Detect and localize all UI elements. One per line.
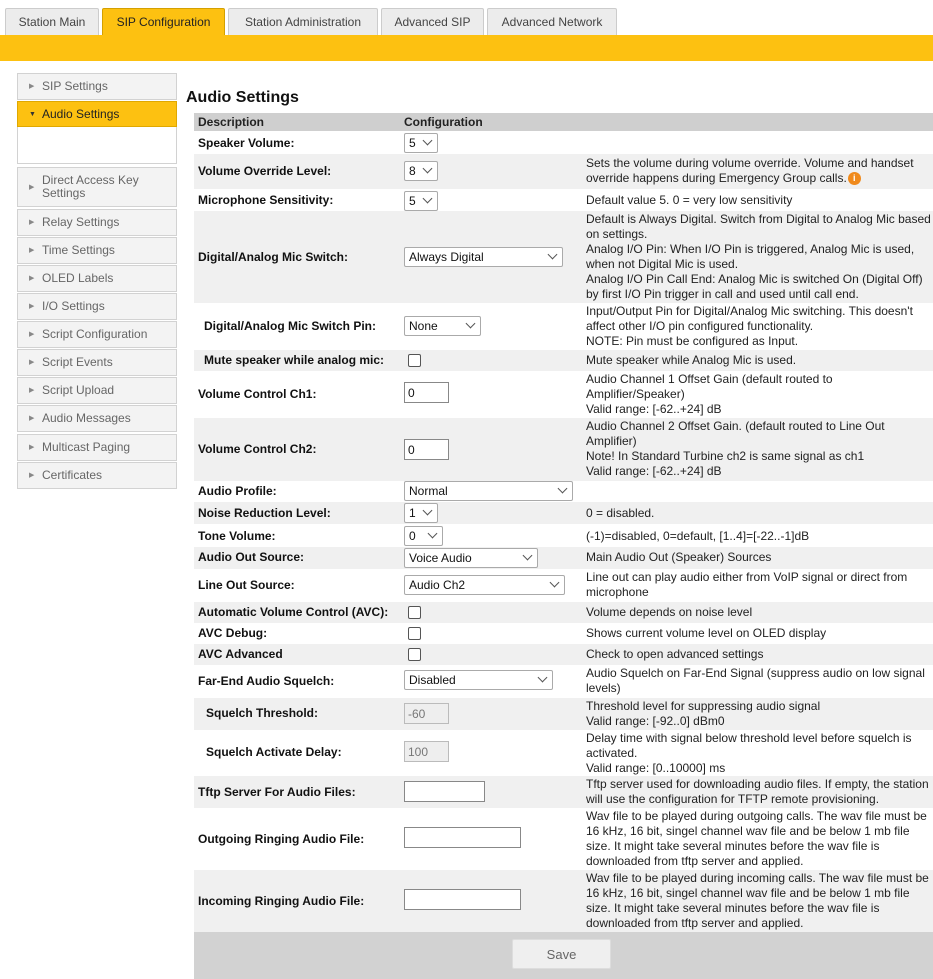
selected-value: None <box>409 319 438 333</box>
selected-value: 0 <box>409 529 416 543</box>
row-mic-switch-pin <box>194 303 933 350</box>
chevron-down-icon <box>423 164 433 174</box>
chevron-right-icon: ▶ <box>29 444 35 451</box>
mic-switch-pin-desc <box>586 304 931 349</box>
line-out-source-select[interactable] <box>404 575 565 595</box>
avc-advanced-checkbox[interactable] <box>408 648 421 661</box>
audio-out-source-select[interactable] <box>404 548 538 568</box>
tab-station-administration[interactable]: Station Administration <box>228 8 378 35</box>
accent-bar <box>0 35 933 61</box>
sidebar-item-audio-settings[interactable] <box>17 101 177 127</box>
squelch-delay-input[interactable]: 100 <box>404 741 449 762</box>
squelch-threshold-desc <box>586 699 931 729</box>
mic-switch-pin-select[interactable] <box>404 316 481 336</box>
mute-speaker-desc: Mute speaker while Analog Mic is used. <box>586 353 797 367</box>
row-tone-volume <box>194 524 933 547</box>
volume-ch1-label: Volume Control Ch1: <box>198 387 317 401</box>
row-line-out-source <box>194 569 933 602</box>
row-outgoing-ringing <box>194 808 933 870</box>
chevron-down-icon <box>428 529 438 539</box>
sidebar-item-oled-labels[interactable] <box>17 265 177 292</box>
chevron-down-icon <box>558 484 568 494</box>
desc-text: Analog I/O Pin Call End: Analog Mic is switched On (Digital Off) by first I/O Pin trigger in call and used until call end. <box>586 272 923 301</box>
row-avc-advanced <box>194 644 933 665</box>
row-incoming-ringing <box>194 870 933 932</box>
chevron-right-icon: ▶ <box>29 183 35 191</box>
sidebar-subpanel <box>17 127 177 164</box>
selected-value: Disabled <box>409 673 456 687</box>
audio-out-source-desc: Main Audio Out (Speaker) Sources <box>586 550 772 564</box>
speaker-volume-label: Speaker Volume: <box>198 136 295 150</box>
chevron-down-icon <box>423 136 433 146</box>
chevron-right-icon: ▶ <box>29 359 35 366</box>
chevron-down-icon <box>423 506 433 516</box>
chevron-down-icon <box>550 578 560 588</box>
tftp-server-input[interactable] <box>404 781 485 802</box>
row-mic-sensitivity <box>194 189 933 211</box>
avc-checkbox[interactable] <box>408 606 421 619</box>
table-header <box>194 113 933 131</box>
sidebar-item-relay-settings[interactable] <box>17 209 177 236</box>
sidebar-item-label: Audio Messages <box>42 411 131 425</box>
desc-text: NOTE: Pin must be configured as Input. <box>586 334 799 348</box>
sidebar-item-label: Audio Settings <box>42 106 120 121</box>
desc-text: Audio Channel 2 Offset Gain. (default routed to Line Out Amplifier) <box>586 419 885 448</box>
page-title: Audio Settings <box>186 89 299 106</box>
volume-ch2-input[interactable]: 0 <box>404 439 449 460</box>
top-tab-bar <box>0 0 933 35</box>
row-tftp-server <box>194 776 933 808</box>
sidebar-item-io-settings[interactable] <box>17 293 177 320</box>
sidebar-item-label: Script Upload <box>42 383 115 397</box>
row-squelch-threshold <box>194 698 933 730</box>
line-out-source-desc: Line out can play audio either from VoIP signal or direct from microphone <box>586 570 908 599</box>
row-avc-debug <box>194 623 933 644</box>
volume-override-desc <box>586 156 931 186</box>
desc-text: Analog I/O Pin: When I/O Pin is triggered, Analog Mic is used, when not Digital Mic is used. <box>586 242 915 271</box>
form-footer <box>194 932 933 979</box>
volume-ch2-desc <box>586 419 931 479</box>
line-out-source-label: Line Out Source: <box>198 578 295 592</box>
row-mute-speaker <box>194 350 933 371</box>
chevron-right-icon: ▶ <box>29 275 35 282</box>
far-end-squelch-label: Far-End Audio Squelch: <box>198 674 335 688</box>
squelch-delay-label: Squelch Activate Delay: <box>206 745 342 759</box>
volume-override-select[interactable] <box>404 161 438 181</box>
selected-value: 8 <box>409 164 416 178</box>
desc-text: Valid range: [-62..+24] dB <box>586 464 722 478</box>
row-far-end-squelch <box>194 665 933 698</box>
noise-reduction-select[interactable] <box>404 503 438 523</box>
selected-value: Voice Audio <box>409 551 472 565</box>
desc-text: Delay time with signal below threshold level before squelch is activated. <box>586 731 912 760</box>
row-noise-reduction <box>194 502 933 524</box>
sidebar-item-sip-settings[interactable] <box>17 73 177 100</box>
sidebar-item-label: Relay Settings <box>42 215 120 229</box>
outgoing-ringing-input[interactable] <box>404 827 521 848</box>
selected-value: Always Digital <box>409 250 484 264</box>
row-mic-switch <box>194 211 933 303</box>
sidebar-item-script-configuration[interactable] <box>17 321 177 348</box>
volume-ch1-desc <box>586 372 931 417</box>
row-volume-ch1 <box>194 371 933 418</box>
outgoing-ringing-label: Outgoing Ringing Audio File: <box>198 832 365 846</box>
outgoing-ringing-desc: Wav file to be played during outgoing calls. The wav file must be 16 kHz, 16 bit, singel channel wav file and be below 1 mb file size. It might take several minutes before the wav file is downloaded from tftp server and applied. <box>586 809 927 868</box>
sidebar-item-label: OLED Labels <box>42 271 114 285</box>
desc-text: Input/Output Pin for Digital/Analog Mic switching. This doesn't affect other I/O pin configured functionality. <box>586 304 913 333</box>
chevron-down-icon: ▼ <box>29 110 36 118</box>
avc-debug-checkbox[interactable] <box>408 627 421 640</box>
tone-volume-select[interactable] <box>404 526 443 546</box>
speaker-volume-select[interactable] <box>404 133 438 153</box>
row-avc <box>194 602 933 623</box>
info-icon[interactable]: i <box>848 172 861 185</box>
noise-reduction-label: Noise Reduction Level: <box>198 506 331 520</box>
chevron-right-icon: ▶ <box>29 219 35 226</box>
tone-volume-desc: (-1)=disabled, 0=default, [1..4]=[-22..-1]dB <box>586 529 810 543</box>
avc-advanced-desc: Check to open advanced settings <box>586 647 764 661</box>
sidebar-item-label: Script Configuration <box>42 327 148 341</box>
save-button[interactable]: Save <box>512 939 611 969</box>
desc-text: Note! In Standard Turbine ch2 is same signal as ch1 <box>586 449 865 463</box>
mic-switch-label: Digital/Analog Mic Switch: <box>198 250 349 264</box>
sidebar-item-multicast-paging[interactable] <box>17 434 177 461</box>
mic-switch-pin-label: Digital/Analog Mic Switch Pin: <box>204 319 377 333</box>
volume-ch2-label: Volume Control Ch2: <box>198 442 317 456</box>
incoming-ringing-label: Incoming Ringing Audio File: <box>198 894 365 908</box>
row-audio-out-source <box>194 547 933 569</box>
chevron-right-icon: ▶ <box>29 331 35 338</box>
row-audio-profile <box>194 481 933 502</box>
row-volume-ch2 <box>194 418 933 481</box>
mic-sensitivity-select[interactable] <box>404 191 438 211</box>
mute-speaker-label: Mute speaker while analog mic: <box>204 353 385 367</box>
avc-debug-label: AVC Debug: <box>198 626 268 640</box>
mute-speaker-checkbox[interactable] <box>408 354 421 367</box>
chevron-right-icon: ▶ <box>29 247 35 254</box>
row-speaker-volume <box>194 132 933 154</box>
selected-value: 5 <box>409 136 416 150</box>
chevron-right-icon: ▶ <box>29 415 35 422</box>
far-end-squelch-select[interactable] <box>404 670 553 690</box>
desc-text: Threshold level for suppressing audio signal <box>586 699 821 713</box>
squelch-threshold-input[interactable]: -60 <box>404 703 449 724</box>
sidebar-item-label: I/O Settings <box>42 299 105 313</box>
mic-switch-select[interactable] <box>404 247 563 267</box>
incoming-ringing-input[interactable] <box>404 889 521 910</box>
squelch-delay-desc <box>586 731 931 776</box>
tftp-server-desc: Tftp server used for downloading audio files. If empty, the station will use the configuration for TFTP remote provisioning. <box>586 777 929 806</box>
desc-text: Sets the volume during volume override. Volume and handset override happens during Emergency Group calls. <box>586 156 914 185</box>
desc-text: Valid range: [-62..+24] dB <box>586 402 722 416</box>
selected-value: Normal <box>409 484 448 498</box>
audio-profile-label: Audio Profile: <box>198 484 277 498</box>
far-end-squelch-desc: Audio Squelch on Far-End Signal (suppress audio on low signal levels) <box>586 666 925 695</box>
sidebar-item-label: Script Events <box>42 355 113 369</box>
sidebar-item-label: Direct Access Key Settings <box>42 173 139 200</box>
audio-out-source-label: Audio Out Source: <box>198 550 304 564</box>
chevron-right-icon: ▶ <box>29 472 35 479</box>
tab-station-main[interactable]: Station Main <box>5 8 99 35</box>
audio-profile-select[interactable] <box>404 481 573 501</box>
chevron-down-icon <box>423 194 433 204</box>
chevron-right-icon: ▶ <box>29 83 35 90</box>
avc-debug-desc: Shows current volume level on OLED display <box>586 626 827 640</box>
chevron-down-icon <box>538 673 548 683</box>
tab-advanced-network[interactable]: Advanced Network <box>487 8 617 35</box>
tab-sip-configuration[interactable]: SIP Configuration <box>102 8 225 35</box>
sidebar-item-certificates[interactable] <box>17 462 177 489</box>
squelch-threshold-label: Squelch Threshold: <box>206 706 319 720</box>
sidebar-item-direct-access-key[interactable] <box>17 167 177 207</box>
avc-label: Automatic Volume Control (AVC): <box>198 605 389 619</box>
header-description: Description <box>198 115 265 129</box>
row-squelch-delay <box>194 730 933 776</box>
desc-text: Audio Channel 1 Offset Gain (default routed to Amplifier/Speaker) <box>586 372 833 401</box>
mic-sensitivity-desc: Default value 5. 0 = very low sensitivity <box>586 193 793 207</box>
chevron-down-icon <box>548 250 558 260</box>
sidebar-item-time-settings[interactable] <box>17 237 177 264</box>
sidebar-item-script-events[interactable] <box>17 349 177 376</box>
avc-advanced-label: AVC Advanced <box>198 647 283 661</box>
tone-volume-label: Tone Volume: <box>198 529 276 543</box>
selected-value: 1 <box>409 506 416 520</box>
chevron-right-icon: ▶ <box>29 387 35 394</box>
sidebar-item-audio-messages[interactable] <box>17 405 177 432</box>
row-volume-override <box>194 154 933 189</box>
mic-switch-desc <box>586 212 931 302</box>
chevron-down-icon <box>523 551 533 561</box>
chevron-right-icon: ▶ <box>29 303 35 310</box>
volume-ch1-input[interactable]: 0 <box>404 382 449 403</box>
desc-text: Default is Always Digital. Switch from Digital to Analog Mic based on settings. <box>586 212 931 241</box>
tab-advanced-sip[interactable]: Advanced SIP <box>381 8 484 35</box>
sidebar-item-label: Certificates <box>42 468 103 482</box>
avc-desc: Volume depends on noise level <box>586 605 753 619</box>
sidebar-item-label: Time Settings <box>42 243 115 257</box>
incoming-ringing-desc: Wav file to be played during incoming calls. The wav file must be 16 kHz, 16 bit, singel channel wav file and be below 1 mb file size. It might take several minutes before the wav file is downloaded from tftp server and applied. <box>586 871 929 930</box>
tftp-server-label: Tftp Server For Audio Files: <box>198 785 356 799</box>
header-configuration: Configuration <box>404 115 483 129</box>
sidebar-item-script-upload[interactable] <box>17 377 177 404</box>
sidebar-item-label: Multicast Paging <box>42 440 131 454</box>
chevron-down-icon <box>466 319 476 329</box>
desc-text: Valid range: [0..10000] ms <box>586 761 726 775</box>
selected-value: 5 <box>409 194 416 208</box>
sidebar-item-label: SIP Settings <box>42 79 108 93</box>
mic-sensitivity-label: Microphone Sensitivity: <box>198 193 334 207</box>
selected-value: Audio Ch2 <box>409 578 466 592</box>
desc-text: Valid range: [-92..0] dBm0 <box>586 714 725 728</box>
noise-reduction-desc: 0 = disabled. <box>586 506 655 520</box>
volume-override-label: Volume Override Level: <box>198 164 332 178</box>
